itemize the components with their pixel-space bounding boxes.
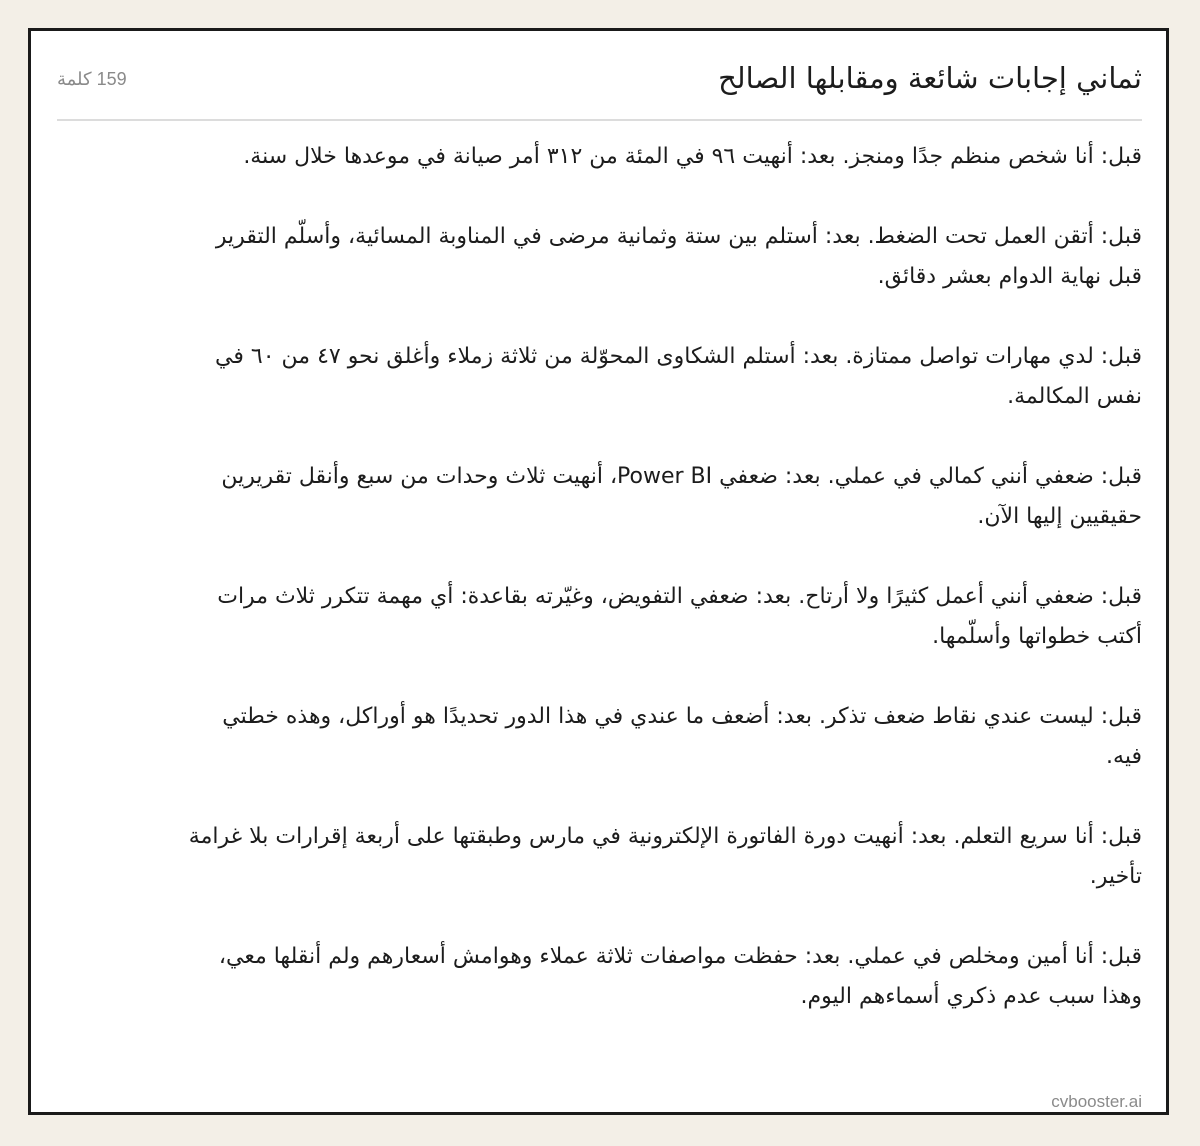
paragraph-6: قبل: ليست عندي نقاط ضعف تذكر. بعد: أضعف ما عندي في هذا الدور تحديدًا هو أوراكل، وهذه خطتي فيه.	[222, 704, 1142, 769]
paragraph-4: قبل: ضعفي أنني كمالي في عملي. بعد: ضعفي Power BI، أنهيت ثلاث وحدات من سبع وأنقل تقريرين حقيقيين إليها الآن.	[221, 464, 1142, 529]
document-title: ثماني إجابات شائعة ومقابلها الصالح	[718, 61, 1142, 95]
document-header	[57, 31, 1142, 121]
paragraph-3: قبل: لدي مهارات تواصل ممتازة. بعد: أستلم الشكاوى المحوّلة من ثلاثة زملاء وأغلق نحو ٤٧ من ٦٠ في نفس المكالمة.	[215, 344, 1142, 409]
paragraph-7: قبل: أنا سريع التعلم. بعد: أنهيت دورة الفاتورة الإلكترونية في مارس وطبقتها على أربعة إقرارات بلا غرامة تأخير.	[188, 824, 1142, 889]
footer-brand: cvbooster.ai	[1051, 1092, 1142, 1111]
paragraph-1: قبل: أنا شخص منظم جدًا ومنجز. بعد: أنهيت ٩٦ في المئة من ٣١٢ أمر صيانة في موعدها خلال سنة.	[243, 144, 1142, 169]
word-count: 159 كلمة	[57, 69, 127, 89]
document-card	[28, 28, 1169, 1115]
paragraph-8: قبل: أنا أمين ومخلص في عملي. بعد: حفظت مواصفات ثلاثة عملاء وهوامش أسعارهم ولم أنقلها معي، وهذا سبب عدم ذكري أسماءهم اليوم.	[218, 944, 1142, 1009]
paragraph-5: قبل: ضعفي أنني أعمل كثيرًا ولا أرتاح. بعد: ضعفي التفويض، وغيّرته بقاعدة: أي مهمة تتكرر ثلاث مرات أكتب خطواتها وأسلّمها.	[217, 584, 1142, 649]
paragraph-2: قبل: أتقن العمل تحت الضغط. بعد: أستلم بين ستة وثمانية مرضى في المناوبة المسائية، وأسلّم التقرير قبل نهاية الدوام بعشر دقائق.	[215, 224, 1142, 289]
document-body	[182, 137, 1142, 1057]
